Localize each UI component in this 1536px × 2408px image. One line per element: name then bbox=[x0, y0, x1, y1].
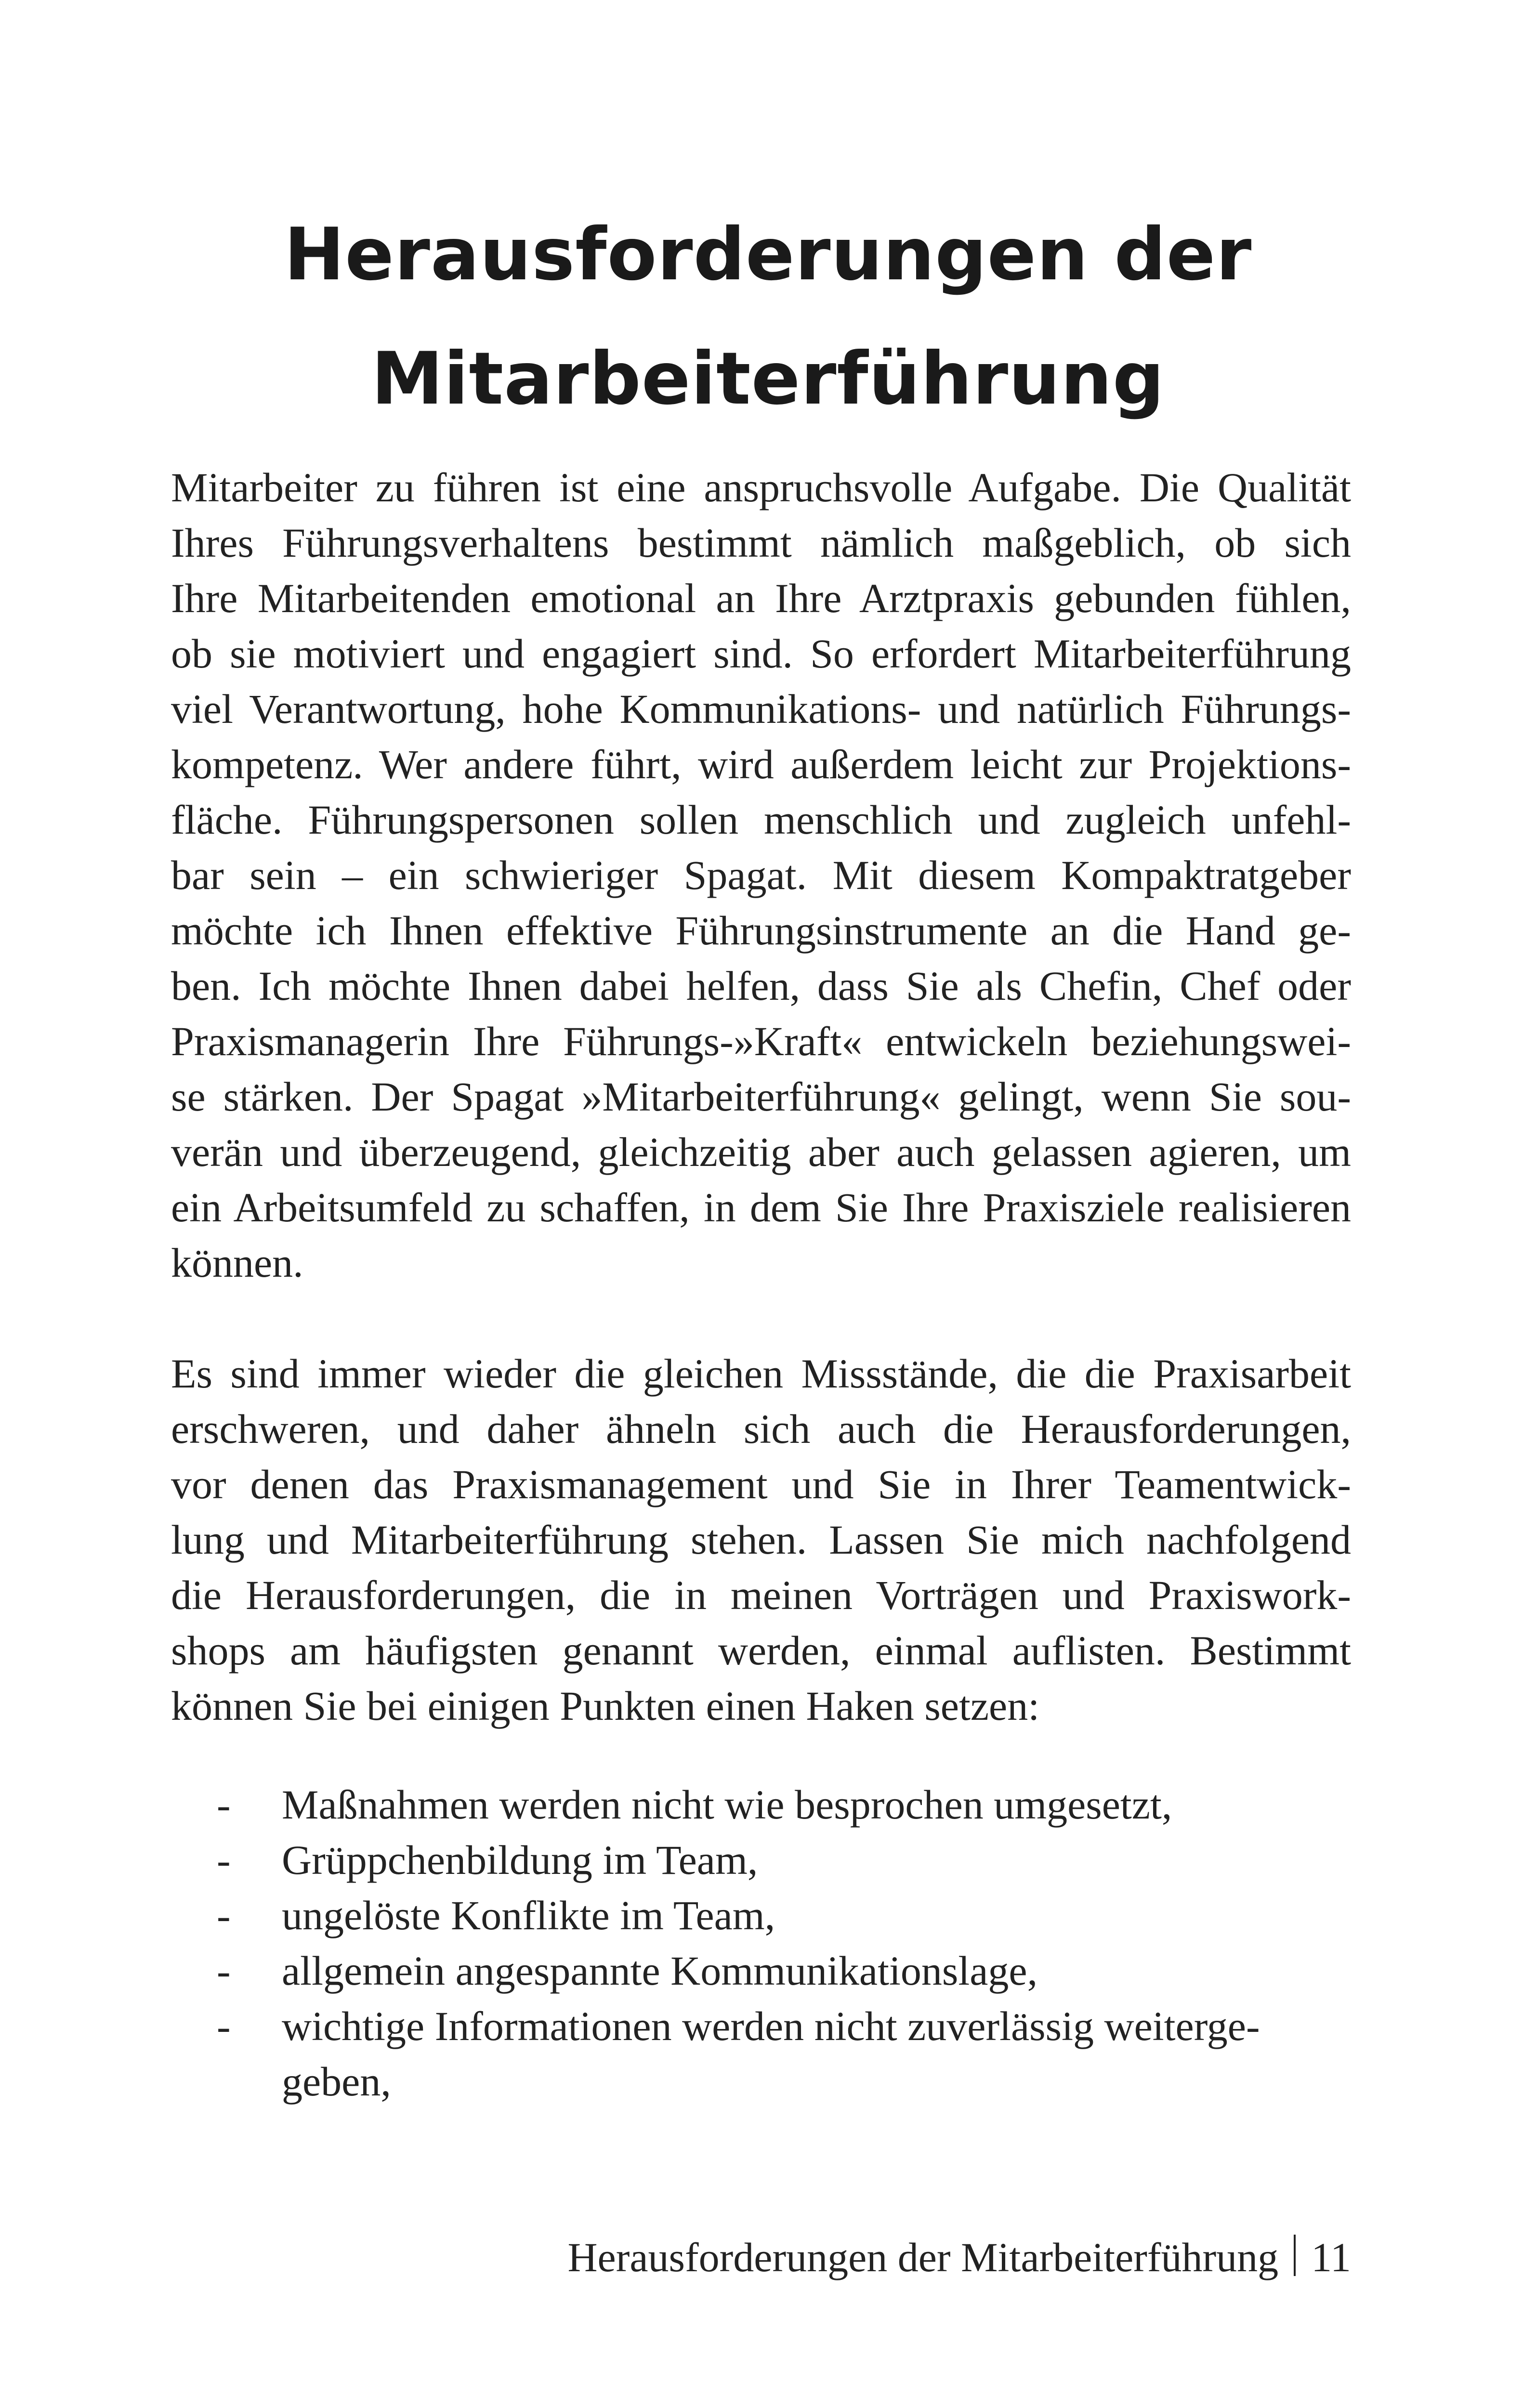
chapter-title-line-1: Herausforderungen der bbox=[284, 213, 1252, 297]
list-item bbox=[171, 1777, 1351, 1832]
list-item bbox=[171, 1832, 1351, 1888]
text-line: shops am häufigsten genannt werden, einmal auflisten. Bestimmt bbox=[171, 1627, 1351, 1674]
text-line: fläche. Führungspersonen sollen menschlich und zugleich unfehl- bbox=[171, 797, 1351, 843]
text-line: vor denen das Praxismanagement und Sie in Ihrer Teamentwick- bbox=[171, 1461, 1351, 1507]
list-item-text: ungelöste Konflikte im Team, bbox=[282, 1892, 775, 1938]
text-line: kompetenz. Wer andere führt, wird außerdem leicht zur Projektions- bbox=[171, 741, 1351, 787]
body-paragraph-1 bbox=[171, 460, 1351, 1291]
text-line: verän und überzeugend, gleichzeitig aber auch gelassen agieren, um bbox=[171, 1129, 1351, 1175]
text-line: erschweren, und daher ähneln sich auch die Herausforderungen, bbox=[171, 1406, 1351, 1452]
text-line: können. bbox=[171, 1240, 303, 1286]
text-line: ben. Ich möchte Ihnen dabei helfen, dass Sie als Chefin, Chef oder bbox=[171, 963, 1351, 1009]
list-bullet: - bbox=[217, 1837, 231, 1883]
text-line: Es sind immer wieder die gleichen Missstände, die die Praxisarbeit bbox=[171, 1350, 1351, 1397]
list-bullet: - bbox=[217, 1781, 231, 1828]
list-item-text: Grüppchenbildung im Team, bbox=[282, 1837, 758, 1883]
running-footer bbox=[171, 2230, 1351, 2285]
text-line: können Sie bei einigen Punkten einen Haken setzen: bbox=[171, 1683, 1040, 1729]
list-item bbox=[171, 1999, 1351, 2109]
list-item bbox=[171, 1943, 1351, 1999]
text-line: Ihres Führungsverhaltens bestimmt nämlich maßgeblich, ob sich bbox=[171, 520, 1351, 566]
text-line: möchte ich Ihnen effektive Führungsinstrumente an die Hand ge- bbox=[171, 907, 1351, 954]
text-line: die Herausforderungen, die in meinen Vorträgen und Praxiswork- bbox=[171, 1572, 1351, 1618]
chapter-title bbox=[144, 193, 1392, 441]
list-bullet: - bbox=[217, 1948, 231, 1994]
text-line: bar sein – ein schwieriger Spagat. Mit diesem Kompaktratgeber bbox=[171, 852, 1351, 898]
running-title: Herausforderungen der Mitarbeiterführung bbox=[567, 2234, 1279, 2280]
body-paragraph-2 bbox=[171, 1346, 1351, 1734]
footer-separator bbox=[1294, 2235, 1296, 2276]
list-item-text: Maßnahmen werden nicht wie besprochen umgesetzt, bbox=[282, 1781, 1172, 1828]
challenges-list bbox=[171, 1777, 1351, 2109]
list-item bbox=[171, 1888, 1351, 1943]
list-item-text: allgemein angespannte Kommunikationslage, bbox=[282, 1948, 1038, 1994]
page-number: 11 bbox=[1311, 2234, 1351, 2280]
text-line: Praxismanagerin Ihre Führungs-»Kraft« entwickeln beziehungswei- bbox=[171, 1018, 1351, 1064]
list-bullet: - bbox=[217, 2003, 231, 2049]
text-line: ein Arbeitsumfeld zu schaffen, in dem Sie Ihre Praxisziele realisieren bbox=[171, 1184, 1351, 1230]
list-item-text: geben, bbox=[282, 2058, 391, 2105]
text-line: viel Verantwortung, hohe Kommunikations- und natürlich Führungs- bbox=[171, 686, 1351, 732]
text-line: lung und Mitarbeiterführung stehen. Lassen Sie mich nachfolgend bbox=[171, 1517, 1351, 1563]
text-line: se stärken. Der Spagat »Mitarbeiterführung« gelingt, wenn Sie sou- bbox=[171, 1073, 1351, 1120]
text-line: Ihre Mitarbeitenden emotional an Ihre Arztpraxis gebunden fühlen, bbox=[171, 575, 1351, 621]
list-item-text: wichtige Informationen werden nicht zuverlässig weiterge- bbox=[282, 2003, 1260, 2049]
chapter-title-line-2: Mitarbeiterführung bbox=[371, 337, 1165, 421]
text-line: ob sie motiviert und engagiert sind. So erfordert Mitarbeiterführung bbox=[171, 630, 1351, 677]
text-line: Mitarbeiter zu führen ist eine anspruchsvolle Aufgabe. Die Qualität bbox=[171, 464, 1351, 510]
list-bullet: - bbox=[217, 1892, 231, 1938]
